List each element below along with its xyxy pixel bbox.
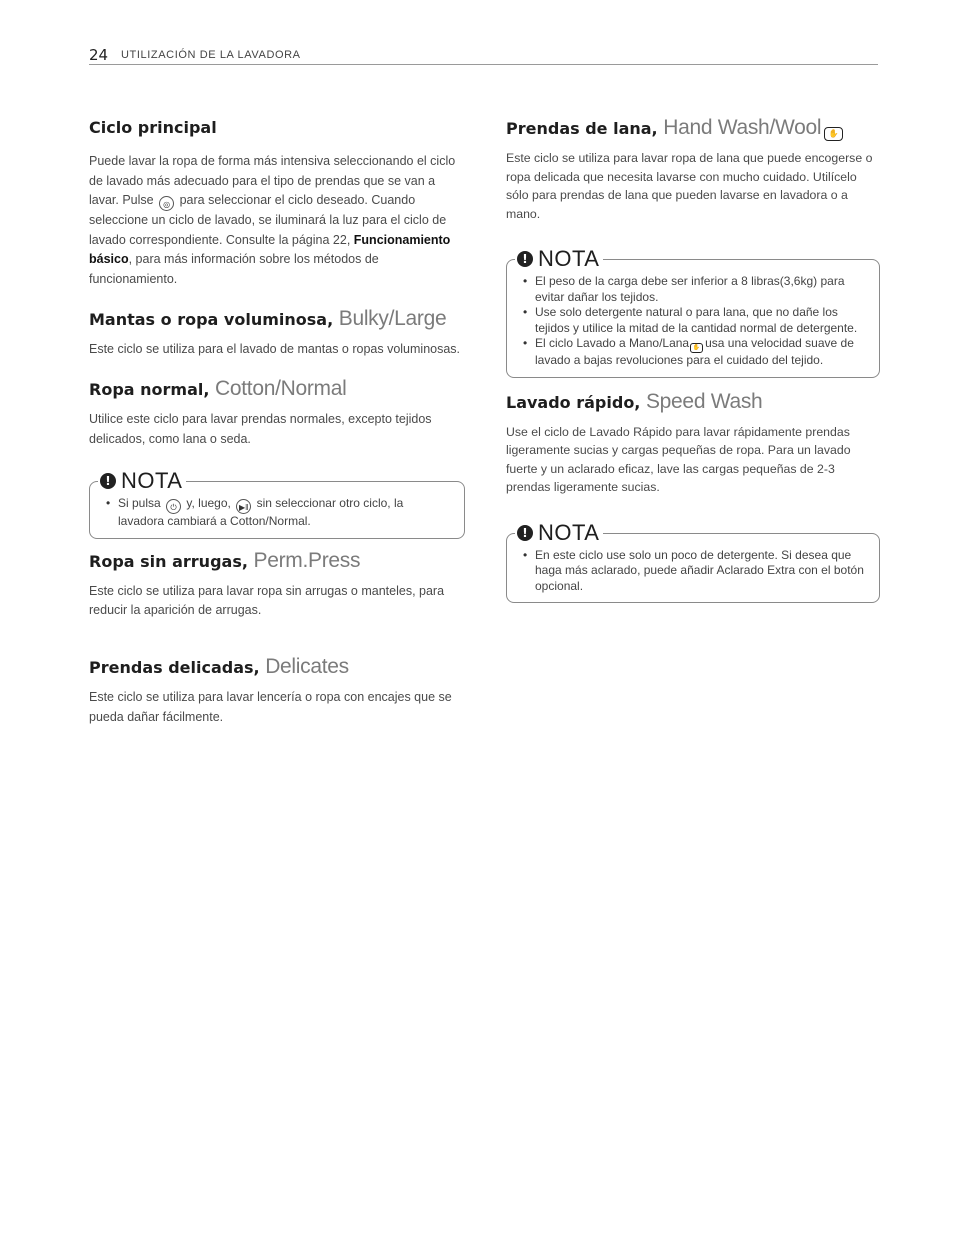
heading-ciclo-principal: Ciclo principal xyxy=(89,118,217,137)
nota-item: • Use solo detergente natural o para lana, que no dañe los tejidos y utilice la mitad de la cantidad normal de detergente. xyxy=(535,305,867,336)
power-icon: ⏻ xyxy=(166,499,181,514)
exclamation-icon: ! xyxy=(517,525,533,541)
heading-hand-wash-wool xyxy=(506,116,880,141)
cycle-dial-icon: ◎ xyxy=(159,196,174,211)
cotton-text: Utilice este ciclo para lavar prendas normales, excepto tejidos delicados, como lana o seda. xyxy=(89,412,432,446)
heading-bulky xyxy=(89,307,465,332)
nota-label: NOTA xyxy=(121,468,183,494)
cycle-name-perm-press: Perm.Press xyxy=(253,548,361,572)
exclamation-icon: ! xyxy=(100,473,116,489)
nota-item xyxy=(118,496,452,530)
heading-delicates-title: Prendas delicadas, xyxy=(89,658,260,678)
nota-label: NOTA xyxy=(538,246,600,271)
ciclo-principal-text-3: , para más información sobre los métodos de funcionamiento. xyxy=(89,252,379,286)
heading-cotton-title: Ropa normal, xyxy=(89,380,210,400)
wool-hand-icon: ✋ xyxy=(690,343,703,353)
delicates-text: Este ciclo se utiliza para lavar lencería o ropa con encajes que se pueda dañar fácilmente. xyxy=(89,690,452,724)
section-delicates xyxy=(89,655,465,727)
cycle-name-hand-wash-wool: Hand Wash/Wool xyxy=(663,116,822,139)
nota-header xyxy=(515,521,603,545)
section-bulky xyxy=(89,307,465,360)
section-ciclo-principal xyxy=(89,116,465,290)
nota-box-right-2 xyxy=(506,519,880,604)
heading-perm-press xyxy=(89,549,465,574)
nota-label: NOTA xyxy=(538,519,600,545)
heading-bulky-title: Mantas o ropa voluminosa, xyxy=(89,309,334,329)
wool-text: Este ciclo se utiliza para lavar ropa de lana que puede encogerse o ropa delicada que necesita lavarse con mucho cuidado. Utilícelo sólo para prendas de lana que pueden lavarse en lavadora o a mano. xyxy=(506,151,873,221)
speed-wash-text: Use el ciclo de Lavado Rápido para lavar rápidamente prendas ligeramente sucias y cargas pequeñas de ropa. Para un lavado fuerte y un aclarado eficaz, lave las cargas pequeñas de 2-3 prendas ligeramente sucias. xyxy=(506,424,851,494)
nota-text-3: sin seleccionar otro ciclo, la lavadora cambiará a Cotton/Normal. xyxy=(118,496,404,529)
ciclo-principal-text-1: Puede lavar la ropa de forma más intensiva seleccionando el ciclo de lavado más adecuado para el tipo de prendas que se van a lavar. Pulse xyxy=(89,154,456,208)
wool-hand-icon: ✋ xyxy=(824,127,843,141)
heading-delicates xyxy=(89,655,465,680)
nota-text-3a: El ciclo Lavado a Mano/Lana xyxy=(535,336,690,350)
nota-text-1: Si pulsa xyxy=(118,496,161,511)
right-column xyxy=(506,116,880,603)
left-column xyxy=(89,116,465,727)
section-hand-wash-wool xyxy=(506,116,880,223)
page-header xyxy=(89,46,878,65)
nota-list xyxy=(519,548,867,595)
heading-perm-title: Ropa sin arrugas, xyxy=(89,551,248,571)
nota-item xyxy=(535,336,867,369)
nota-item: • En este ciclo use solo un poco de detergente. Si desea que haga más aclarado, puede añadir Aclarado Extra con el botón opcional. xyxy=(535,548,867,595)
cycle-name-cotton: Cotton/Normal xyxy=(215,377,347,401)
running-section-title: UTILIZACIÓN DE LA LAVADORA xyxy=(121,49,301,61)
heading-wool-title: Prendas de lana, xyxy=(506,119,658,138)
exclamation-icon: ! xyxy=(517,251,533,267)
nota-text-3b: usa una velocidad suave de lavado a bajas revoluciones para el cuidado del tejido. xyxy=(535,336,854,367)
heading-cotton-normal xyxy=(89,377,465,402)
nota-box-left xyxy=(89,468,465,539)
nota-item: • El peso de la carga debe ser inferior a 8 libras(3,6kg) para evitar dañar los tejidos. xyxy=(535,274,867,305)
perm-press-text: Este ciclo se utiliza para lavar ropa sin arrugas o manteles, para reducir la aparición de arrugas. xyxy=(89,583,445,618)
nota-list xyxy=(102,496,452,530)
page-number: 24 xyxy=(89,46,109,64)
nota-header xyxy=(98,469,186,493)
nota-header xyxy=(515,247,603,271)
nota-list xyxy=(519,274,867,369)
cycle-name-delicates: Delicates xyxy=(265,655,349,679)
ciclo-principal-text xyxy=(89,152,465,290)
section-perm-press xyxy=(89,549,465,621)
bulky-text: Este ciclo se utiliza para el lavado de mantas o ropas voluminosas. xyxy=(89,341,461,356)
cycle-name-speed-wash: Speed Wash xyxy=(645,389,763,413)
section-speed-wash xyxy=(506,390,880,497)
heading-speed-title: Lavado rápido, xyxy=(506,392,641,412)
link-funcionamiento-basico: Funcionamiento básico xyxy=(89,232,451,267)
section-cotton-normal xyxy=(89,377,465,449)
ciclo-principal-text-2: para seleccionar el ciclo deseado. Cuando seleccione un ciclo de lavado, se iluminará la luz para el ciclo de lavado correspondiente. Consulte la página 22, xyxy=(89,193,447,247)
nota-text-2: y, luego, xyxy=(186,496,231,511)
heading-speed-wash xyxy=(506,390,880,415)
nota-box-right-1 xyxy=(506,246,880,378)
start-pause-icon: ▶‖ xyxy=(236,499,251,514)
cycle-name-bulky: Bulky/Large xyxy=(338,306,447,330)
